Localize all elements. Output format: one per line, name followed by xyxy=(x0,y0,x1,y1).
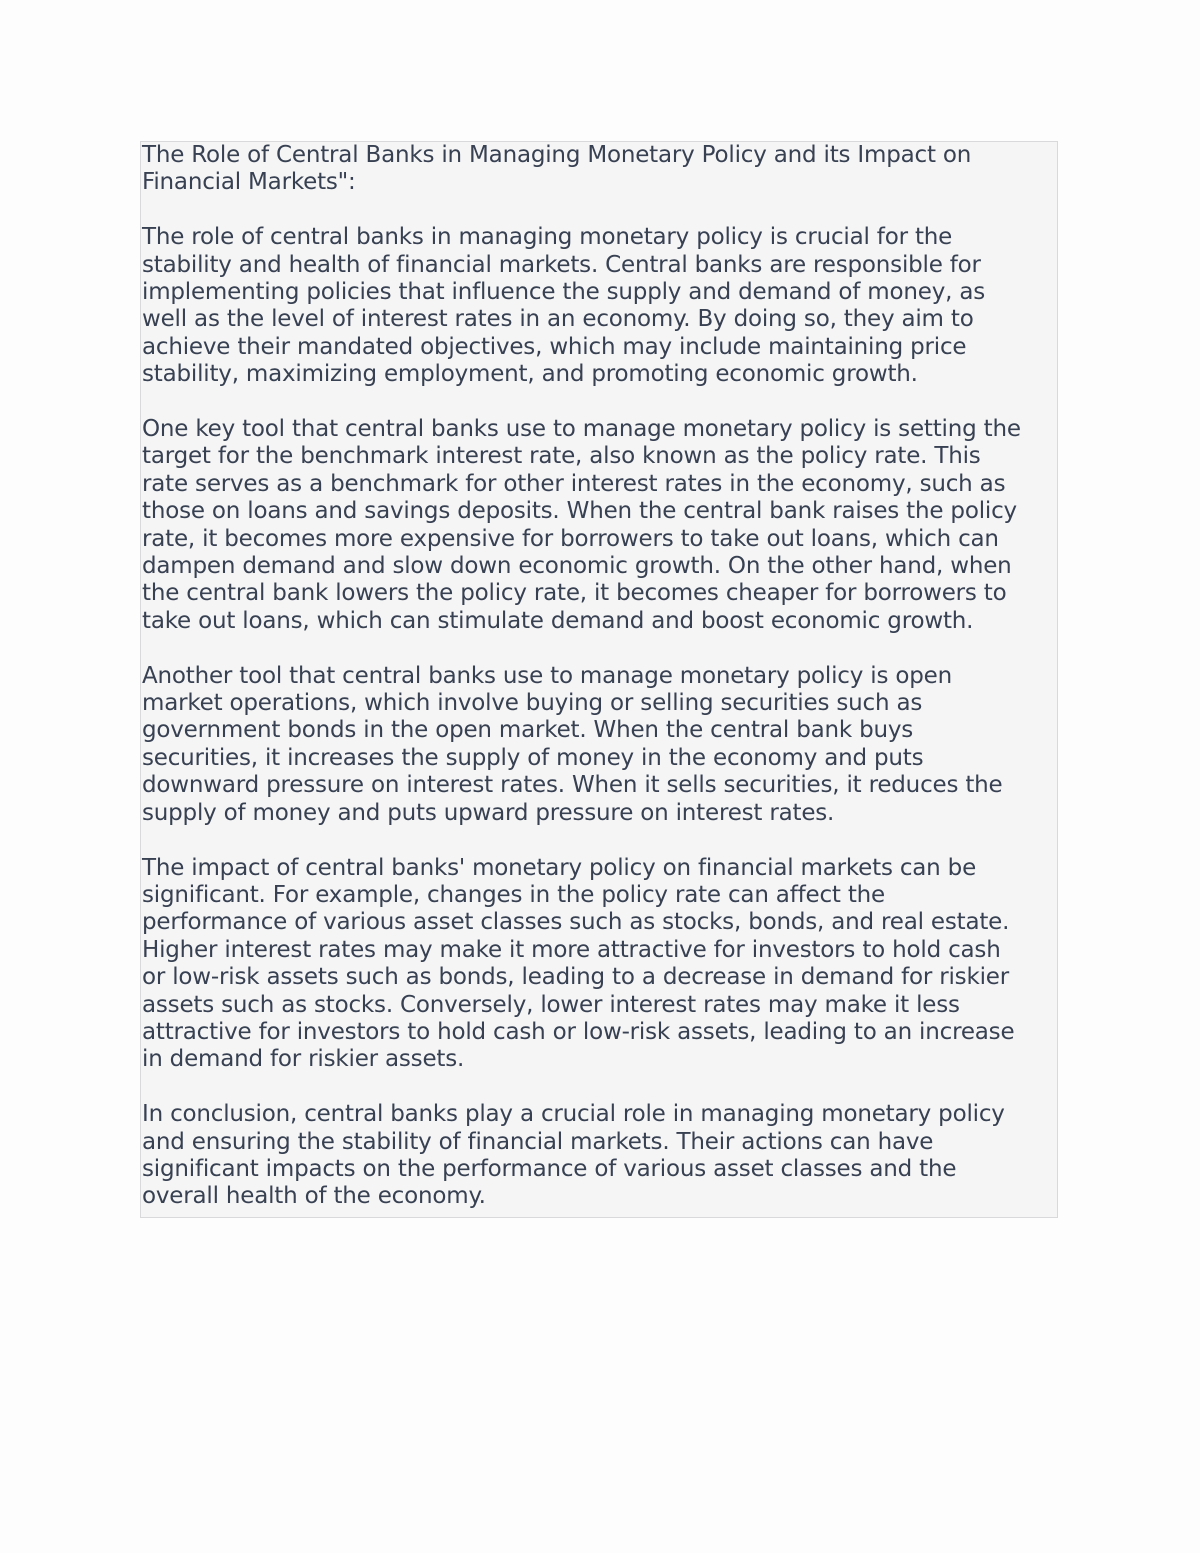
text-line: in demand for riskier assets. xyxy=(142,1046,465,1073)
text-line: securities, it increases the supply of money in the economy and puts xyxy=(142,744,924,771)
text-line: performance of various asset classes such as stocks, bonds, and real estate. xyxy=(142,909,1010,936)
text-line: The Role of Central Banks in Managing Monetary Policy and its Impact on xyxy=(142,142,972,168)
paragraph-intro xyxy=(142,224,1057,388)
text-line: government bonds in the open market. When the central bank buys xyxy=(142,717,914,744)
text-line: take out loans, which can stimulate demand and boost economic growth. xyxy=(142,607,974,634)
paragraph-policy-rate xyxy=(142,416,1057,635)
text-line: One key tool that central banks use to manage monetary policy is setting the xyxy=(142,416,1021,443)
paragraph-open-market xyxy=(142,663,1057,827)
paragraph-conclusion xyxy=(142,1101,1057,1211)
text-line: implementing policies that influence the supply and demand of money, as xyxy=(142,279,986,306)
text-line: The role of central banks in managing monetary policy is crucial for the xyxy=(142,224,953,251)
text-line: or low-risk assets such as bonds, leading to a decrease in demand for riskier xyxy=(142,964,1009,991)
document-title xyxy=(142,142,1057,197)
text-line: attractive for investors to hold cash or low-risk assets, leading to an increase xyxy=(142,1018,1015,1045)
text-line: well as the level of interest rates in an economy. By doing so, they aim to xyxy=(142,306,974,333)
text-line: overall health of the economy. xyxy=(142,1183,486,1210)
text-line: The impact of central banks' monetary policy on financial markets can be xyxy=(142,854,977,881)
text-line: assets such as stocks. Conversely, lower interest rates may make it less xyxy=(142,991,960,1018)
text-box xyxy=(140,141,1058,1218)
text-line: significant. For example, changes in the policy rate can affect the xyxy=(142,881,885,908)
text-line: stability, maximizing employment, and promoting economic growth. xyxy=(142,361,918,388)
paragraph-market-impact xyxy=(142,855,1057,1074)
text-line: rate, it becomes more expensive for borrowers to take out loans, which can xyxy=(142,525,999,552)
text-line: downward pressure on interest rates. When it sells securities, it reduces the xyxy=(142,772,1003,799)
text-line: the central bank lowers the policy rate, it becomes cheaper for borrowers to xyxy=(142,580,1007,607)
text-line: those on loans and savings deposits. When the central bank raises the policy xyxy=(142,498,1017,525)
text-line: rate serves as a benchmark for other interest rates in the economy, such as xyxy=(142,470,1006,497)
text-line: Higher interest rates may make it more attractive for investors to hold cash xyxy=(142,936,1001,963)
text-line: dampen demand and slow down economic growth. On the other hand, when xyxy=(142,553,1012,580)
text-line: and ensuring the stability of financial markets. Their actions can have xyxy=(142,1128,934,1155)
text-line: significant impacts on the performance of various asset classes and the xyxy=(142,1155,957,1182)
text-line: In conclusion, central banks play a crucial role in managing monetary policy xyxy=(142,1101,1005,1128)
text-line: Financial Markets": xyxy=(142,169,356,196)
text-line: Another tool that central banks use to manage monetary policy is open xyxy=(142,662,952,689)
text-line: stability and health of financial markets. Central banks are responsible for xyxy=(142,251,981,278)
text-line: achieve their mandated objectives, which may include maintaining price xyxy=(142,333,967,360)
text-line: target for the benchmark interest rate, also known as the policy rate. This xyxy=(142,443,981,470)
text-line: supply of money and puts upward pressure on interest rates. xyxy=(142,799,835,826)
text-line: market operations, which involve buying or selling securities such as xyxy=(142,690,923,717)
